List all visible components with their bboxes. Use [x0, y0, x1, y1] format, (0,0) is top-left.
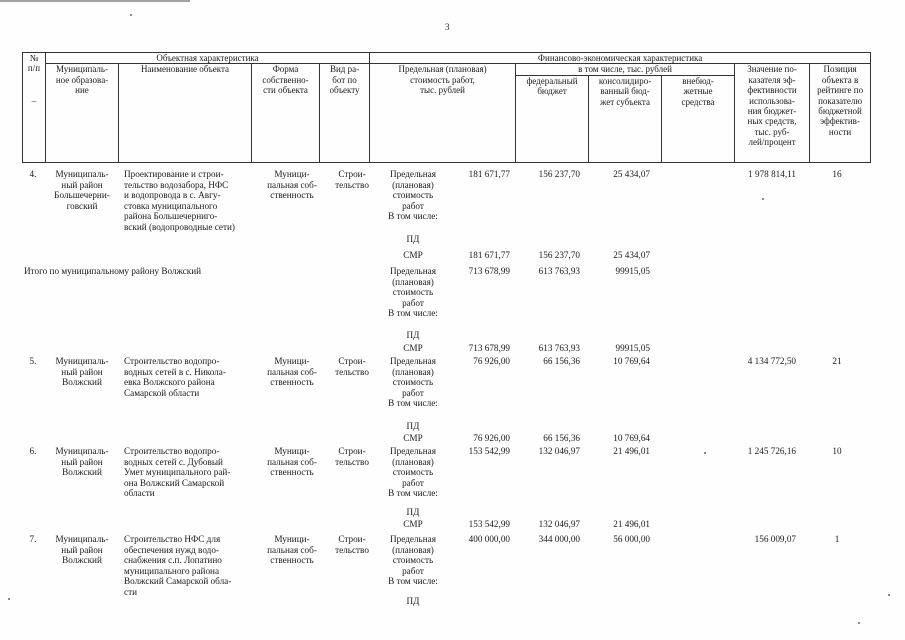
row-smr-consolidated: 21 496,01 — [613, 519, 650, 529]
row-cost-total: 181 671,77 — [468, 169, 510, 179]
row-smr-consolidated: 25 434,07 — [613, 250, 650, 260]
scan-speckle — [858, 622, 860, 624]
row-cost-total: 76 926,00 — [473, 356, 510, 366]
row-smr-cost: 181 671,77 — [468, 250, 510, 260]
scan-artifact-line — [0, 0, 190, 2]
scan-speckle — [888, 594, 890, 596]
header-num: № п/п – — [23, 53, 46, 163]
row-pd-label: ПД — [406, 421, 420, 431]
row-object-name: Проектирование и строи- тельство водозабора, НФС и водопровода в с. Авгу- стовка муниципального района Большечерниго- вский (водопроводные сети) — [124, 169, 235, 232]
row-cost-label: Предельная (плановая) стоимость работ В том числе: — [388, 446, 438, 499]
row-efficiency: 1 978 814,11 — [748, 169, 796, 179]
row-federal-total: 613 763,93 — [538, 266, 580, 276]
row-federal-total: 132 046,97 — [538, 446, 580, 456]
scan-speckle — [8, 598, 10, 600]
row-ownership: Муници- пальная соб- ственность — [267, 534, 317, 566]
row-pd-label: ПД — [406, 596, 420, 606]
row-rank: 10 — [832, 446, 842, 456]
row-cost-total: 400 000,00 — [468, 534, 510, 544]
header-consolidated: консолидиро- ванный бюд- жет субъекта — [589, 75, 662, 162]
row-rank: 16 — [832, 169, 842, 179]
row-consolidated-total: 21 496,01 — [613, 446, 650, 456]
row-smr-label: СМР — [403, 250, 423, 260]
row-consolidated-total: 56 000,00 — [613, 534, 650, 544]
row-smr-consolidated: 10 769,64 — [613, 433, 650, 443]
row-cost-label: Предельная (плановая) стоимость работ В том числе: — [388, 169, 438, 222]
row-smr-federal: 613 763,93 — [538, 343, 580, 353]
row-smr-label: СМР — [403, 519, 423, 529]
row-number: 6. — [29, 446, 37, 456]
row-municipality: Муниципаль- ный район Волжский — [55, 446, 109, 478]
row-object-name: Строительство НФС для обеспечения нужд водо- снабжения с.п. Лопатино муниципального района Волжский Самарской обла- сти — [124, 534, 232, 597]
row-pd-label: ПД — [406, 234, 420, 244]
scan-speckle — [704, 452, 706, 454]
row-rank: 21 — [832, 356, 842, 366]
row-municipality: Муниципаль- ный район Большечерни- говский — [54, 169, 110, 211]
row-federal-total: 66 156,36 — [543, 356, 580, 366]
row-smr-consolidated: 99915,05 — [615, 343, 650, 353]
row-efficiency: 4 134 772,50 — [747, 356, 796, 366]
header-offbudget: внебюд- жетные средства — [662, 75, 735, 162]
row-work-type: Строи- тельство — [335, 534, 369, 555]
header-finance-group: Финансово-экономическая характеристика — [370, 53, 871, 64]
header-cost: Предельная (плановая) стоимость работ, тыс. рублей — [370, 64, 516, 162]
row-smr-cost: 713 678,99 — [468, 343, 510, 353]
row-number: 4. — [29, 169, 37, 179]
row-total-label: Итого по муниципальному району Волжский — [24, 266, 202, 276]
row-efficiency: 1 245 726,16 — [747, 446, 796, 456]
row-smr-federal: 156 237,70 — [538, 250, 580, 260]
header-ownership: Форма собственно- сти объекта — [252, 64, 320, 162]
header-object-group: Объектная характеристика — [46, 53, 370, 64]
row-smr-label: СМР — [403, 343, 423, 353]
scan-speckle — [762, 198, 764, 200]
header-efficiency: Значение по- казателя эф- фективности использова- ния бюджет- ных средств, тыс. руб- лей/процент — [735, 64, 810, 162]
row-work-type: Строи- тельство — [335, 356, 369, 377]
row-ownership: Муници- пальная соб- ственность — [267, 356, 317, 388]
header-work-type: Вид ра- бот по объекту — [320, 64, 370, 162]
header-rank: Позиция объекта в рейтинге по показателю бюджетной эффектив- ности — [810, 64, 871, 162]
row-smr-federal: 132 046,97 — [538, 519, 580, 529]
row-cost-total: 153 542,99 — [468, 446, 510, 456]
row-number: 7. — [29, 534, 37, 544]
row-smr-label: СМР — [403, 433, 423, 443]
row-cost-total: 713 678,99 — [468, 266, 510, 276]
row-municipality: Муниципаль- ный район Волжский — [55, 356, 109, 388]
header-municipality: Муниципаль- ное образова- ние — [46, 64, 119, 162]
row-federal-total: 344 000,00 — [538, 534, 580, 544]
row-smr-federal: 66 156,36 — [543, 433, 580, 443]
row-ownership: Муници- пальная соб- ственность — [267, 169, 317, 201]
table-header — [22, 52, 871, 163]
page-number: 3 — [445, 22, 450, 32]
header-incl-group: в том числе, тыс. рублей — [516, 64, 735, 75]
row-municipality: Муниципаль- ный район Волжский — [55, 534, 109, 566]
row-pd-label: ПД — [406, 330, 420, 340]
row-work-type: Строи- тельство — [335, 169, 369, 190]
row-object-name: Строительство водопро- водных сетей в с. Никола- евка Волжского района Самарской области — [124, 356, 226, 398]
row-object-name: Строительство водопро- водных сетей с. Дубовый Умет муниципального рай- она Волжский Самарской области — [124, 446, 231, 499]
row-consolidated-total: 25 434,07 — [613, 169, 650, 179]
row-work-type: Строи- тельство — [335, 446, 369, 467]
row-consolidated-total: 99915,05 — [615, 266, 650, 276]
row-ownership: Муници- пальная соб- ственность — [267, 446, 317, 478]
scan-speckle — [130, 14, 132, 16]
row-federal-total: 156 237,70 — [538, 169, 580, 179]
header-object-name: Наименование объекта — [119, 64, 252, 162]
row-rank: 1 — [834, 534, 840, 544]
row-cost-label: Предельная (плановая) стоимость работ В том числе: — [388, 534, 438, 587]
row-smr-cost: 153 542,99 — [468, 519, 510, 529]
header-federal: федеральный бюджет — [516, 75, 589, 162]
row-cost-label: Предельная (плановая) стоимость работ В том числе: — [388, 356, 438, 409]
row-consolidated-total: 10 769,64 — [613, 356, 650, 366]
row-cost-label: Предельная (плановая) стоимость работ В том числе: — [388, 266, 438, 319]
row-smr-cost: 76 926,00 — [473, 433, 510, 443]
row-efficiency: 156 009,07 — [754, 534, 796, 544]
row-number: 5. — [29, 356, 37, 366]
row-pd-label: ПД — [406, 507, 420, 517]
